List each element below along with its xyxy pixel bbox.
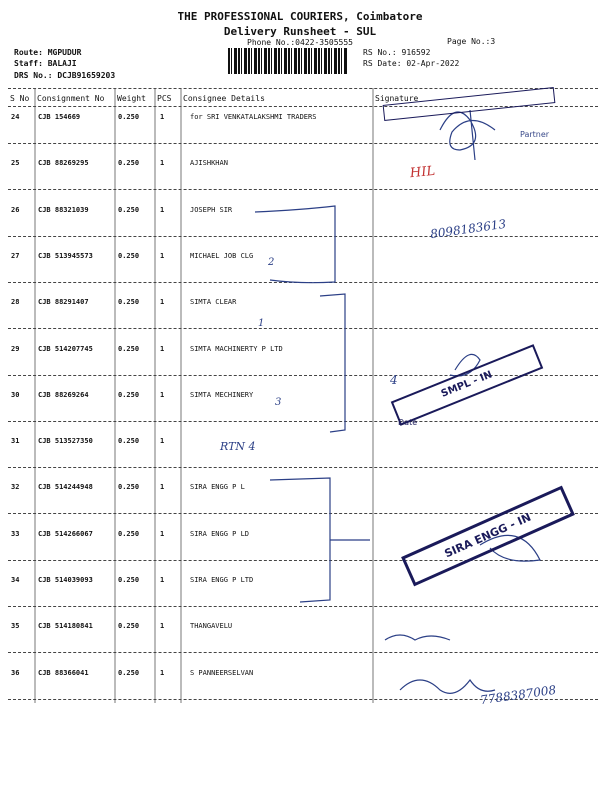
row-pcs: 1: [160, 437, 165, 445]
stamp-sira-text: SIRA ENGG - IN: [442, 510, 533, 561]
row-consignment-no: CJB 88321039: [38, 206, 89, 214]
row-sno: 32: [11, 483, 20, 491]
row-weight: 0.250: [118, 298, 140, 306]
col-signature: Signature: [375, 94, 419, 103]
row-consignment-no: CJB 88269264: [38, 391, 89, 399]
row-weight: 0.250: [118, 113, 140, 121]
phone-note-row36: 7788387008: [479, 682, 557, 708]
row-pcs: 1: [160, 206, 165, 214]
row-consignee: THANGAVELU: [190, 622, 233, 630]
stamp-smpl-date: Date: [398, 418, 418, 427]
drs-number: DRS No.: DCJB91659203: [14, 71, 116, 80]
row-consignee: S PANNEERSELVAN: [190, 669, 254, 677]
row-weight: 0.250: [118, 437, 140, 445]
row-pcs: 1: [160, 576, 165, 584]
mark-three: 3: [275, 397, 282, 408]
row-weight: 0.250: [118, 576, 140, 584]
row-sno: 28: [11, 298, 20, 306]
row-weight: 0.250: [118, 669, 140, 677]
row-weight: 0.250: [118, 530, 140, 538]
stamp-smpl-text: SMPL - IN: [439, 369, 494, 400]
row-sno: 29: [11, 345, 20, 353]
row-sno: 25: [11, 159, 20, 167]
stamp-partner-text: Partner: [520, 130, 550, 139]
staff-label: Staff: BALAJI: [14, 59, 77, 68]
row-sno: 36: [11, 669, 20, 677]
row-weight: 0.250: [118, 252, 140, 260]
rs-date: RS Date: 02-Apr-2022: [363, 59, 460, 68]
row-pcs: 1: [160, 298, 165, 306]
bracket-rows-26-27: [255, 206, 335, 283]
row-consignment-no: CJB 514180841: [38, 622, 93, 630]
phone-note-row26: 8098183613: [429, 216, 507, 242]
bracket-rows-32-34: [270, 478, 330, 602]
mark-one: 1: [258, 318, 265, 329]
row-sno: 33: [11, 530, 20, 538]
row-pcs: 1: [160, 622, 165, 630]
col-pcs: PCS: [157, 94, 172, 103]
row-sno: 24: [11, 113, 20, 121]
mark-two: 2: [268, 257, 275, 268]
row-consignment-no: CJB 514039093: [38, 576, 93, 584]
row-consignment-no: CJB 513945573: [38, 252, 93, 260]
company-title: THE PROFESSIONAL COURIERS, Coimbatore: [177, 10, 423, 23]
col-sno: S No: [10, 94, 30, 103]
row-sno: 27: [11, 252, 20, 260]
mark-four: 4: [390, 373, 398, 387]
row-consignee: AJISHKHAN: [190, 159, 228, 167]
row-pcs: 1: [160, 530, 165, 538]
row-weight: 0.250: [118, 345, 140, 353]
row-sno: 34: [11, 576, 20, 584]
row-consignment-no: CJB 513527350: [38, 437, 93, 445]
phone-number: Phone No.:0422-3505555: [247, 38, 353, 47]
row-pcs: 1: [160, 391, 165, 399]
row-sno: 30: [11, 391, 20, 399]
row-pcs: 1: [160, 252, 165, 260]
row-consignee: SIMTA MECHINERY: [190, 391, 254, 399]
row-weight: 0.250: [118, 206, 140, 214]
row-pcs: 1: [160, 483, 165, 491]
bracket-rows-28-30: [320, 294, 345, 432]
col-consignee: Consignee Details: [183, 94, 265, 103]
row-consignee: SIRA ENGG P LD: [190, 530, 250, 538]
row-consignment-no: CJB 154669: [38, 113, 81, 121]
row-weight: 0.250: [118, 622, 140, 630]
row-consignment-no: CJB 88291407: [38, 298, 89, 306]
row-consignee: JOSEPH SIR: [190, 206, 233, 214]
row-weight: 0.250: [118, 483, 140, 491]
row-consignee: MICHAEL JOB CLG: [190, 252, 254, 260]
row-weight: 0.250: [118, 391, 140, 399]
row-pcs: 1: [160, 159, 165, 167]
row-consignee: SIMTA MACHINERTY P LTD: [190, 345, 283, 353]
row-consignee: SIRA ENGG P L: [190, 483, 245, 491]
rtn-note: RTN 4: [220, 440, 256, 453]
row-consignment-no: CJB 514207745: [38, 345, 93, 353]
row-pcs: 1: [160, 345, 165, 353]
document-title: Delivery Runsheet - SUL: [223, 25, 377, 38]
row-sno: 35: [11, 622, 20, 630]
row-consignment-no: CJB 88269295: [38, 159, 89, 167]
col-weight: Weight: [117, 94, 146, 103]
row-sno: 31: [11, 437, 20, 445]
page-number: Page No.:3: [447, 37, 496, 46]
row-consignment-no: CJB 514266067: [38, 530, 93, 538]
row-sno: 26: [11, 206, 20, 214]
row-consignment-no: CJB 514244948: [38, 483, 93, 491]
row-consignee: SIMTA CLEAR: [190, 298, 237, 306]
row-pcs: 1: [160, 113, 165, 121]
row-consignee: SIRA ENGG P LTD: [190, 576, 254, 584]
row-consignee: for SRI VENKATALAKSHMI TRADERS: [190, 113, 317, 121]
col-consignment: Consignment No: [37, 94, 105, 103]
row-consignment-no: CJB 88366041: [38, 669, 89, 677]
row-pcs: 1: [160, 669, 165, 677]
rs-number: RS No.: 916592: [363, 48, 431, 57]
hil-note: HIL: [409, 163, 436, 182]
route-label: Route: MGPUDUR: [14, 48, 82, 57]
row-weight: 0.250: [118, 159, 140, 167]
